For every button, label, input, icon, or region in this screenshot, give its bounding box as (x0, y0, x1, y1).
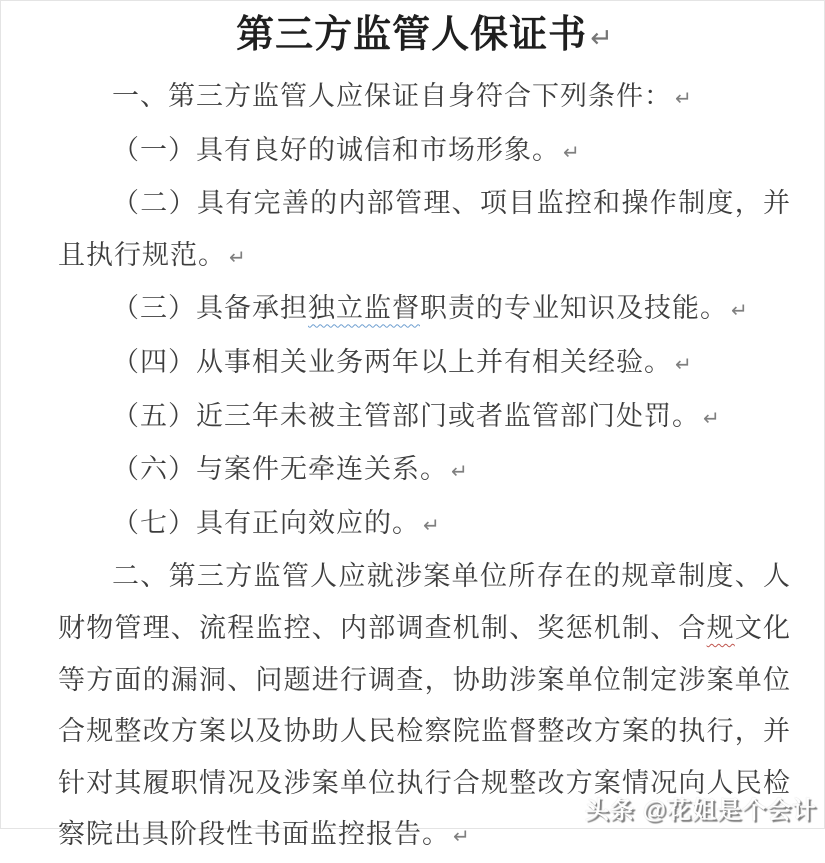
paragraph-mark-icon: ↵ (731, 298, 748, 323)
para-text: （二）具有完善的内部管理、项目监控和操作制度，并且执行规范。 (58, 188, 791, 270)
para-condition-6 (58, 444, 791, 498)
spellcheck-flagged-text-blue: 独立监督 (308, 293, 420, 324)
paragraph-mark-icon: ↵ (703, 405, 720, 430)
para-text: （三）具备承担 (112, 293, 308, 324)
paragraph-mark-icon: ↵ (451, 459, 468, 484)
para-condition-4 (58, 337, 791, 391)
document-title (58, 7, 791, 67)
paragraph-mark-icon: ↵ (423, 512, 440, 537)
para-text: （五）近三年未被主管部门或者监管部门处罚。 (112, 400, 700, 431)
para-condition-7 (58, 498, 791, 552)
watermark-text: 头条 @花姐是个会计 (584, 797, 817, 824)
document-title-text: 第三方监管人保证书 (236, 14, 588, 56)
para-text: （四）从事相关业务两年以上并有相关经验。 (112, 346, 672, 377)
spellcheck-flagged-text-red: 规 (706, 612, 735, 643)
para-text: 一、第三方监管人应保证自身符合下列条件： (112, 81, 672, 111)
paragraph-mark-icon: ↵ (675, 86, 692, 110)
paragraph-mark-icon: ↵ (590, 23, 613, 54)
para-text: 二、第三方监管人应就涉案单位所存在的规章制度、人财物管理、流程监控、内部调查机制、奖惩机制、合 (58, 561, 791, 643)
para-text: 职责的专业知识及技能。 (420, 293, 728, 324)
paragraph-mark-icon: ↵ (229, 244, 246, 269)
para-condition-5 (58, 391, 791, 445)
paragraph-mark-icon: ↵ (453, 824, 470, 849)
para-conditions-intro (58, 71, 791, 125)
paragraph-mark-icon: ↵ (563, 139, 580, 164)
para-text: 文化等方面的漏洞、问题进行调查，协助涉案单位制定涉案单位合规整改方案以及协助人民检察院监督整改方案的执行，并针对其履职情况及涉案单位执行合规整改方案情况向人民检察院出具阶段性书面监控报告。 (58, 612, 792, 850)
para-condition-2 (58, 178, 791, 283)
paragraph-mark-icon: ↵ (675, 351, 692, 376)
para-condition-1 (58, 125, 791, 179)
para-condition-3 (58, 283, 791, 337)
watermark (585, 790, 817, 825)
para-text: （七）具有正向效应的。 (112, 507, 420, 538)
para-text: （六）与案件无牵连关系。 (112, 454, 448, 485)
para-text: （一）具有良好的诚信和市场形象。 (112, 134, 560, 165)
